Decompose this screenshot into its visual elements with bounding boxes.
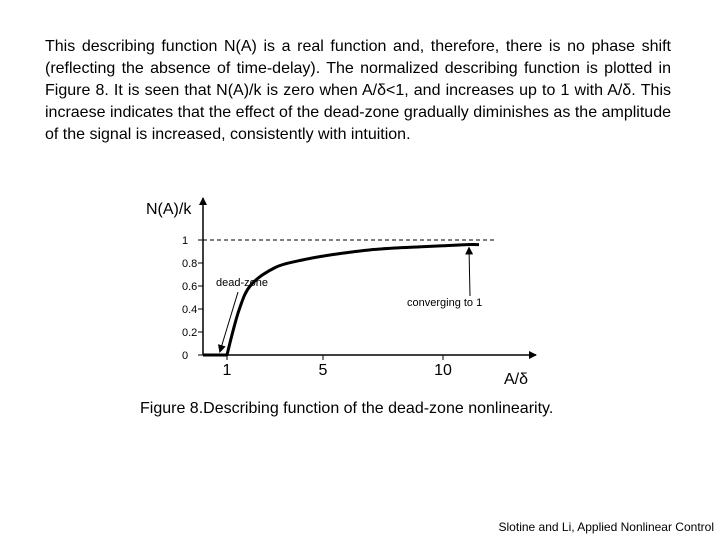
annotation-dead-zone: dead-zone	[216, 277, 268, 289]
x-axis-title: A/δ	[504, 371, 529, 388]
y-tick-label: 1	[182, 235, 189, 247]
description-paragraph: This describing function N(A) is a real function and, therefore, there is no phase shift (reflecting the absence of time-delay). The normalized describing function is plotted in Figure 8. It is seen that N(A)/k is zero when A/δ<1, and increases up to 1 with A/δ. This incraese indicates that the effect of the dead-zone gradually diminishes as the amplitude of the signal is increased, consistently with intuition.	[45, 38, 671, 143]
x-tick-label: 10	[434, 362, 452, 379]
source-credit: Slotine and Li, Applied Nonlinear Control	[498, 520, 714, 534]
x-tick-label: 5	[318, 362, 328, 379]
figure-caption: Figure 8.Describing function of the dead-zone nonlinearity.	[140, 400, 554, 417]
y-tick-label: 0.8	[182, 258, 198, 270]
y-tick-label: 0.4	[182, 304, 198, 316]
y-tick-label: 0.6	[182, 281, 198, 293]
x-tick-label: 1	[222, 362, 232, 379]
y-axis-title: N(A)/k	[146, 201, 192, 218]
y-tick-label: 0.2	[182, 327, 198, 339]
annotation-converging: converging to 1	[407, 297, 483, 309]
y-tick-label: 0	[182, 350, 189, 362]
annotation-arrow-converging	[469, 247, 470, 296]
